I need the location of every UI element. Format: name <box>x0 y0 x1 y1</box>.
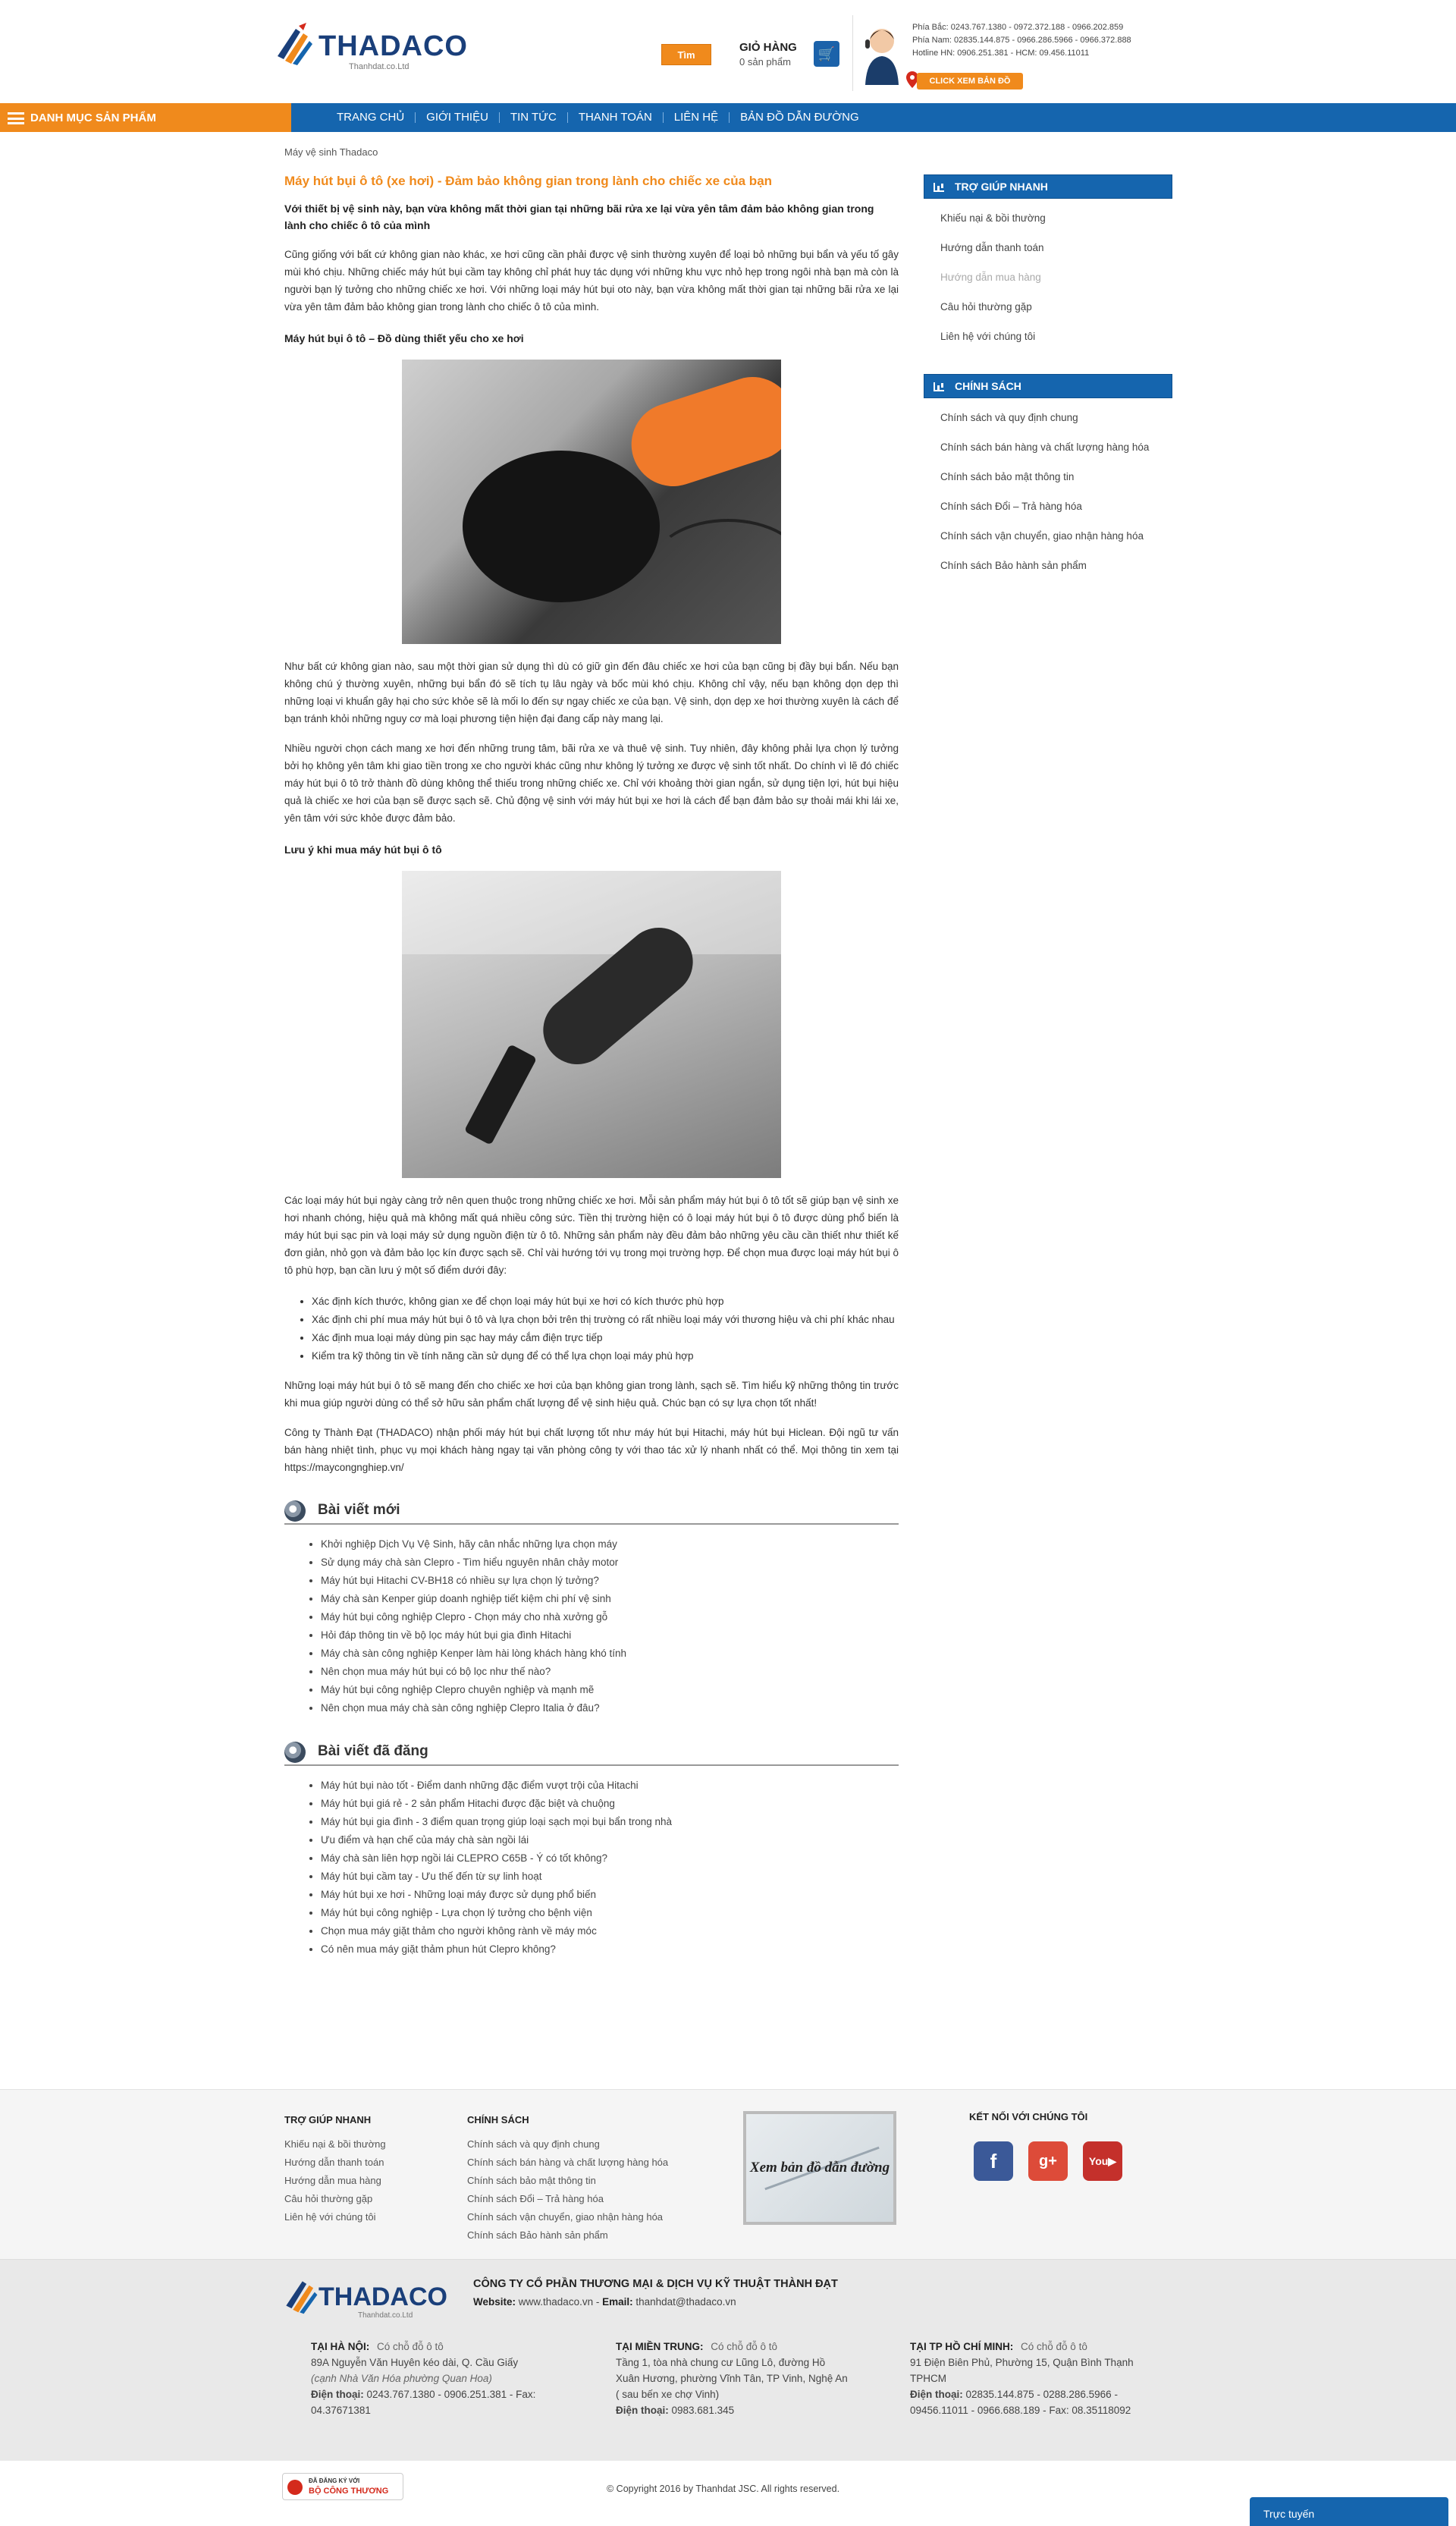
logo-mark-icon <box>282 2273 320 2319</box>
sidebar-link[interactable]: Hướng dẫn mua hàng <box>940 272 1041 283</box>
article-title: Máy hút bụi ô tô (xe hơi) - Đảm bảo không gian trong lành cho chiếc xe của bạn <box>284 174 773 188</box>
hotline-line: Phía Bắc: 0243.767.1380 - 0972.372.188 - 0966.202.859 <box>912 23 1124 32</box>
company-name: CÔNG TY CỔ PHẦN THƯƠNG MẠI & DỊCH VỤ KỸ THUẬT THÀNH ĐẠT <box>473 2278 838 2290</box>
footer-map-link[interactable] <box>743 2111 896 2225</box>
phone-label: Điện thoại: <box>311 2389 364 2400</box>
post-link[interactable]: Ưu điểm và hạn chế của máy chà sàn ngồi lái <box>321 1834 529 1846</box>
nav-item-news[interactable]: TIN TỨC <box>500 112 568 123</box>
category-menu-label: DANH MỤC SẢN PHẨM <box>30 111 156 124</box>
sidebar-link[interactable]: Chính sách vận chuyển, giao nhận hàng hóa <box>940 530 1144 542</box>
nav-item-map[interactable]: BẢN ĐỒ DẪN ĐƯỜNG <box>740 111 859 124</box>
phone-label: Điện thoại: <box>910 2389 963 2400</box>
article-paragraph: Các loại máy hút bụi ngày càng trở nên quen thuộc trong những chiếc xe hơi. Mỗi sản phẩm máy hút bụi ô tô tốt sẽ giúp bạn vệ sinh xe hơi nhanh chóng, hiệu quả mà không mất quá nhiều công sức. Tiền thị trường hiện có ô loại máy hút bụi ô tô được dùng phổ biến là máy hút bụi sạc pin và loại máy sử dụng nguồn điện từ ô tô. Những sản phẩm này đều đảm bảo những yêu cầu cần thiết như thiết kế đơn giản, nhỏ gọn và đảm bảo lọc kín được sạch sẽ. Chỉ vài hướng tới vụ trong mọi trường hợp. Để chọn mua được loại máy hút bụi ô tô phù hợp, bạn cần lưu ý một số điểm dưới đây: <box>284 1195 899 1276</box>
post-link[interactable]: Sử dụng máy chà sàn Clepro - Tìm hiểu nguyên nhân chảy motor <box>321 1557 619 1568</box>
sidebar-link[interactable]: Chính sách bán hàng và chất lượng hàng hóa <box>940 441 1150 453</box>
footer-link[interactable]: Chính sách và quy định chung <box>467 2138 600 2150</box>
office-hcm: TẠI TP HỒ CHÍ MINH: Có chỗ đỗ ô tô 91 Điện Biên Phủ, Phường 15, Quận Bình Thạnh TPHCM Điện thoại: 02835.144.875 - 0288.286.5966 - 09456.11011 - 0966.688.189 - Fax: 08.35118092 <box>910 2339 1168 2418</box>
post-link[interactable]: Máy chà sàn công nghiệp Kenper làm hài lòng khách hàng khó tính <box>321 1648 627 1659</box>
old-posts-header <box>284 1736 899 1766</box>
sidebar-policy-header <box>924 374 1172 398</box>
logo-name: THADACO <box>318 2283 447 2311</box>
footer-logo <box>282 2273 449 2326</box>
logo-name: THADACO <box>318 30 468 62</box>
support-agent-icon <box>861 24 903 85</box>
footer-link[interactable]: Chính sách bán hàng và chất lượng hàng hóa <box>467 2157 669 2168</box>
sidebar-policy-title: CHÍNH SÁCH <box>955 380 1021 392</box>
nav-menu <box>326 103 870 132</box>
sidebar-link[interactable]: Câu hỏi thường gặp <box>940 301 1032 313</box>
parking-note: Có chỗ đỗ ô tô <box>377 2341 444 2352</box>
facebook-icon[interactable]: f <box>974 2141 1013 2181</box>
post-link[interactable]: Máy hút bụi công nghiệp Clepro - Chọn máy cho nhà xưởng gỗ <box>321 1611 608 1623</box>
bct-small-text: ĐÃ ĐĂNG KÝ VỚI <box>309 2477 360 2484</box>
office-phone: 0983.681.345 <box>671 2405 735 2416</box>
category-menu-button[interactable] <box>0 103 291 132</box>
footer-link[interactable]: Chính sách vận chuyển, giao nhận hàng hóa <box>467 2211 664 2223</box>
article-paragraph: Những loại máy hút bụi ô tô sẽ mang đến cho chiếc xe hơi của bạn không gian trong lành, sạch sẽ. Tìm hiểu kỹ những thông tin trước khi mua giúp người dùng có thể sở hữu sản phẩm chất lượng để vệ sinh hiệu quả. Chúc bạn có sự lựa chọn tốt nhất! <box>284 1380 899 1409</box>
post-link[interactable]: Nên chọn mua máy chà sàn công nghiệp Clepro Italia ở đâu? <box>321 1702 600 1714</box>
footer-link[interactable]: Câu hỏi thường gặp <box>284 2193 373 2204</box>
new-posts-header <box>284 1494 899 1525</box>
office-address: TPHCM <box>910 2373 946 2384</box>
post-link[interactable]: Có nên mua máy giặt thảm phun hút Clepro không? <box>321 1943 556 1955</box>
nav-item-contact[interactable]: LIÊN HỆ <box>664 112 730 123</box>
office-title: TẠI TP HỒ CHÍ MINH <box>910 2341 1010 2352</box>
hotline-line: Phía Nam: 02835.144.875 - 0966.286.5966 - 0966.372.888 <box>912 36 1131 45</box>
old-posts-list <box>321 1777 899 1959</box>
office-central: TẠI MIỀN TRUNG: Có chỗ đỗ ô tô Tầng 1, tòa nhà chung cư Lũng Lô, đường Hồ Xuân Hương, phường Vĩnh Tân, TP Vinh, Nghệ An ( sau bến xe chợ Vinh) Điện thoại: 0983.681.345 <box>616 2339 881 2418</box>
cart-widget[interactable] <box>739 36 846 74</box>
hotline-line: Hotline HN: 0906.251.381 - HCM: 09.456.11011 <box>912 49 1090 58</box>
post-link[interactable]: Chọn mua máy giặt thảm cho người không rành về máy móc <box>321 1925 597 1937</box>
sidebar-policy-list <box>924 398 1172 603</box>
section-title: Bài viết đã đăng <box>318 1743 428 1759</box>
logo-sub: Thanhdat.co.Ltd <box>358 2311 413 2320</box>
email-link[interactable]: thanhdat@thadaco.vn <box>635 2296 736 2308</box>
sidebar <box>924 174 1172 603</box>
list-item: • Xác định kích thước, không gian xe để chọn loại máy hút bụi xe hơi có kích thước phù hợp <box>312 1293 899 1310</box>
copyright: © Copyright 2016 by Thanhdat JSC. All rights reserved. <box>607 2484 840 2494</box>
sidebar-link[interactable]: Chính sách và quy định chung <box>940 412 1078 423</box>
office-hanoi: TẠI HÀ NỘI: Có chỗ đỗ ô tô 89A Nguyễn Văn Huyên kéo dài, Q. Cầu Giấy (cạnh Nhà Văn Hóa phường Quan Hoa) Điện thoại: 0243.767.1380 - 0906.251.381 - Fax: 04.37671381 <box>311 2339 569 2418</box>
list-item: • Kiểm tra kỹ thông tin về tính năng cần sử dụng để có thể lựa chọn loại máy phù hợp <box>312 1347 899 1365</box>
logo-sub: Thanhdat.co.Ltd <box>349 62 410 71</box>
site-header <box>273 0 1183 103</box>
office-phone: 0243.767.1380 - 0906.251.381 - Fax: 04.37671381 <box>311 2389 536 2416</box>
footer-link[interactable]: Hướng dẫn thanh toán <box>284 2157 384 2168</box>
section-title: Bài viết mới <box>318 1502 400 1518</box>
article-lead: Với thiết bị vệ sinh này, bạn vừa không mất thời gian tại những bãi rửa xe lại vừa yên tâm đảm bảo không gian trong lành cho chiếc ô tô của mình <box>284 203 874 231</box>
hotline-lines <box>912 21 1131 60</box>
post-link[interactable]: Máy hút bụi công nghiệp - Lựa chọn lý tưởng cho bệnh viện <box>321 1907 592 1918</box>
post-link[interactable]: Máy hút bụi công nghiệp Clepro chuyên nghiệp và mạnh mẽ <box>321 1684 595 1695</box>
article-paragraph: Công ty Thành Đạt (THADACO) nhận phối máy hút bụi chất lượng tốt như máy hút bụi Hitachi, máy hút bụi Hiclean. Đội ngũ tư vấn bán hàng nhiệt tình, phục vụ mọi khách hàng ngay tại văn phòng công ty với thao tác xử lý nhanh nhất có thể. Mọi thông tin xem tại https://maycongnghiep.vn/ <box>284 1427 899 1473</box>
office-title: TẠI MIỀN TRUNG <box>616 2341 700 2352</box>
article-subheading: Lưu ý khi mua máy hút bụi ô tô <box>284 844 442 856</box>
chart-icon <box>934 382 944 391</box>
sidebar-help-list <box>924 199 1172 374</box>
post-link[interactable]: Hỏi đáp thông tin về bộ lọc máy hút bụi gia đình Hitachi <box>321 1629 572 1641</box>
parking-note: Có chỗ đỗ ô tô <box>1021 2341 1087 2352</box>
handheld-vacuum-photo <box>402 871 781 1178</box>
post-link[interactable]: Máy chà sàn Kenper giúp doanh nghiệp tiết kiệm chi phí vệ sinh <box>321 1593 611 1604</box>
globe-icon <box>284 1500 306 1522</box>
hotline-box <box>852 15 1183 91</box>
sidebar-link[interactable]: Hướng dẫn thanh toán <box>940 242 1044 253</box>
article-subheading: Máy hút bụi ô tô – Đồ dùng thiết yếu cho xe hơi <box>284 332 524 344</box>
main-nav <box>0 103 1456 132</box>
sidebar-link[interactable]: Khiếu nại & bồi thường <box>940 212 1046 224</box>
footer-help-column <box>284 2111 386 2226</box>
sidebar-link[interactable]: Chính sách bảo mật thông tin <box>940 471 1075 482</box>
nav-item-payment[interactable]: THANH TOÁN <box>568 112 664 123</box>
hamburger-icon <box>8 112 24 124</box>
footer-links <box>0 2089 1456 2259</box>
office-address: (cạnh Nhà Văn Hóa phường Quan Hoa) <box>311 2373 492 2384</box>
post-link[interactable]: Máy hút bụi giá rẻ - 2 sản phẩm Hitachi được đặc biệt và chuộng <box>321 1798 615 1809</box>
footer-column-title: CHÍNH SÁCH <box>467 2114 529 2125</box>
post-link[interactable]: Máy hút bụi gia đình - 3 điểm quan trọng giúp loại sạch mọi bụi bẩn trong nhà <box>321 1816 673 1827</box>
office-address: ( sau bến xe chợ Vinh) <box>616 2389 720 2400</box>
company-contact: Website: www.thadaco.vn - Email: thanhdat@thadaco.vn <box>473 2296 736 2308</box>
search-button[interactable]: Tìm <box>661 44 711 65</box>
article-paragraph: Cũng giống với bất cứ không gian nào khác, xe hơi cũng cần phải được vệ sinh thường xuyên để loại bỏ những bụi bẩn và yếu tố gây mùi khó chịu. Những chiếc máy hút bụi cầm tay không chỉ phát huy tác dụng với những khu vực nhỏ hẹp trong ngôi nhà bạn mà còn là người bạn lý tưởng cho những chiếc xe hơi. Với những loại máy hút bụi oto này, bạn vừa không mất thời gian tại những bãi rửa xe lại vừa yên tâm đảm bảo không gian trong lành cho chiếc ô tô của mình. <box>284 249 899 313</box>
tips-list <box>312 1293 899 1365</box>
office-address: Tầng 1, tòa nhà chung cư Lũng Lô, đường Hồ <box>616 2357 826 2368</box>
new-posts-list <box>321 1535 899 1717</box>
footer-link[interactable]: Chính sách Đổi – Trả hàng hóa <box>467 2193 604 2204</box>
footer-link[interactable]: Chính sách bảo mật thông tin <box>467 2175 596 2186</box>
post-link[interactable]: Máy hút bụi xe hơi - Những loại máy được sử dụng phổ biến <box>321 1889 597 1900</box>
cart-icon: 🛒 <box>814 41 839 67</box>
sidebar-link[interactable]: Liên hệ với chúng tôi <box>940 331 1036 342</box>
live-chat-button[interactable]: Trực tuyến <box>1250 2497 1448 2526</box>
sidebar-link[interactable]: Chính sách Đổi – Trả hàng hóa <box>940 501 1082 512</box>
breadcrumb[interactable]: Máy vệ sinh Thadaco <box>284 146 378 158</box>
list-item: • Xác định chi phí mua máy hút bụi ô tô và lựa chọn bởi trên thị trường có rất nhiều loại máy với thương hiệu và chi phí khác nhau <box>312 1311 899 1328</box>
youtube-icon[interactable]: You▶ <box>1083 2141 1122 2181</box>
site-logo[interactable] <box>273 18 468 74</box>
footer-link[interactable]: Khiếu nại & bồi thường <box>284 2138 386 2150</box>
logo-mark-icon <box>273 23 315 68</box>
bct-big-text: BỘ CÔNG THƯƠNG <box>309 2487 389 2496</box>
footer-column-title: TRỢ GIÚP NHANH <box>284 2114 372 2125</box>
post-link[interactable]: Máy hút bụi Hitachi CV-BH18 có nhiều sự lựa chọn lý tưởng? <box>321 1575 599 1586</box>
office-address: Xuân Hương, phường Vĩnh Tân, TP Vinh, Nghệ An <box>616 2373 848 2384</box>
footer-policy-column <box>467 2111 668 2245</box>
post-link[interactable]: Máy hút bụi cầm tay - Ưu thế đến từ sự linh hoạt <box>321 1871 542 1882</box>
footer-link[interactable]: Chính sách Bảo hành sản phẩm <box>467 2229 608 2241</box>
website-link[interactable]: www.thadaco.vn <box>518 2296 594 2308</box>
view-map-button[interactable]: CLICK XEM BẢN ĐỒ <box>917 73 1023 90</box>
office-address: 91 Điện Biên Phủ, Phường 15, Quận Bình Thạnh <box>910 2357 1134 2368</box>
office-phone: 02835.144.875 - 0288.286.5966 - 09456.11011 - 0966.688.189 - Fax: 08.35118092 <box>910 2389 1131 2416</box>
office-address: 89A Nguyễn Văn Huyên kéo dài, Q. Cầu Giấy <box>311 2357 519 2368</box>
bct-badge[interactable] <box>282 2473 403 2500</box>
parking-note: Có chỗ đỗ ô tô <box>711 2341 778 2352</box>
footer-bottom <box>0 2461 1456 2526</box>
footer-company <box>0 2259 1456 2461</box>
website-label: Website: <box>473 2296 516 2308</box>
sidebar-help-header <box>924 174 1172 199</box>
article-paragraph: Như bất cứ không gian nào, sau một thời gian sử dụng thì dù có giữ gìn đến đâu chiếc xe hơi của bạn cũng bị đầy bụi bẩn. Nếu bạn không chú ý thường xuyên, những bụi bẩn đó sẽ tích tụ lâu ngày và bốc mùi khó chịu. Không chỉ vậy, nếu bạn không dọn dẹp thì những loại vi khuẩn gây hại cho sức khỏe sẽ là mối lo đến sự ngay chiếc xe của bạn. Vệ sinh, dọn dẹp xe hơi thường xuyên là cách để bạn tránh khỏi những nguy cơ mà loại phương tiện hiện đại đang cấp này mang lại. <box>284 661 899 724</box>
article-main <box>284 146 899 1959</box>
post-link[interactable]: Máy hút bụi nào tốt - Điểm danh những đặc điểm vượt trội của Hitachi <box>321 1780 639 1791</box>
globe-icon <box>284 1742 306 1763</box>
map-label: Xem bản đồ dẫn đường <box>749 2160 890 2176</box>
nav-item-about[interactable]: GIỚI THIỆU <box>416 112 500 123</box>
social-title: KẾT NỐI VỚI CHÚNG TÔI <box>969 2111 1088 2122</box>
seal-icon <box>287 2480 303 2495</box>
cart-count: 0 sản phẩm <box>739 56 791 68</box>
email-label: Email: <box>602 2296 633 2308</box>
chart-icon <box>934 183 944 192</box>
google-plus-icon[interactable]: g+ <box>1028 2141 1068 2181</box>
cart-title: GIỎ HÀNG <box>739 41 797 54</box>
office-title: TẠI HÀ NỘI <box>311 2341 366 2352</box>
article-paragraph: Nhiều người chọn cách mang xe hơi đến những trung tâm, bãi rửa xe và thuê vệ sinh. Tuy nhiên, đây không phải lựa chọn lý tưởng bởi họ không yên tâm khi giao tiền trong xe cho người khác cũng như không lý tưởng xe được vệ sinh tốt nhất. Do chính vì lẽ đó chiếc máy hút bụi ô tô trở thành đồ dùng không thể thiếu trong những chiếc xe. Chỉ với khoảng thời gian ngắn, sử dụng tiện lợi, hút bụi hiệu quả là chiếc xe hơi của bạn sẽ được sạch sẽ. Chủ động vệ sinh với máy hút bụi xe hơi là cách để bạn đảm bảo sự thoải mái khi lái xe, yên tâm với sức khỏe được đảm bảo. <box>284 743 899 824</box>
sidebar-help-title: TRỢ GIÚP NHANH <box>955 181 1048 193</box>
list-item: • Xác định mua loại máy dùng pin sạc hay máy cắm điện trực tiếp <box>312 1329 899 1346</box>
social-links <box>969 2111 1117 2173</box>
footer-link[interactable]: Hướng dẫn mua hàng <box>284 2175 381 2186</box>
sidebar-link[interactable]: Chính sách Bảo hành sản phẩm <box>940 560 1087 571</box>
nav-item-home[interactable]: TRANG CHỦ <box>326 112 416 123</box>
post-link[interactable]: Nên chọn mua máy hút bụi có bộ lọc như thế nào? <box>321 1666 551 1677</box>
footer-link[interactable]: Liên hệ với chúng tôi <box>284 2211 376 2223</box>
car-vacuum-photo <box>402 360 781 644</box>
post-link[interactable]: Máy chà sàn liên hợp ngồi lái CLEPRO C65B - Ý có tốt không? <box>321 1852 608 1864</box>
post-link[interactable]: Khởi nghiệp Dịch Vụ Vệ Sinh, hãy cân nhắc những lựa chọn máy <box>321 1538 617 1550</box>
phone-label: Điện thoại: <box>616 2405 669 2416</box>
